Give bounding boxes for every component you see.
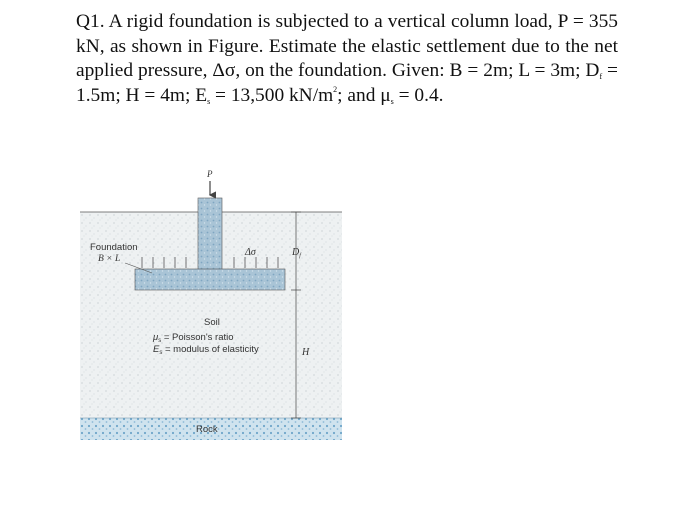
footing: [135, 269, 285, 290]
sub-s-2: s: [390, 96, 394, 106]
sub-s-1: s: [207, 96, 211, 106]
question-part2: = 1.5m; H = 4m; E: [76, 60, 618, 106]
question-part5: = 0.4.: [393, 84, 444, 106]
load-label: P: [207, 169, 213, 179]
sup-2: 2: [333, 84, 338, 94]
sub-f: f: [599, 72, 603, 81]
question-lead: Q1. A rigid foundation is subjected to a vertical column load, P = 355 kN, as shown in Figure. Estimate the elastic settlement due to the net applied pressure, Δσ, on the foundation. Given: B = 2m; L = 3m; D: [76, 11, 618, 81]
modulus-label: $E_s$ = modulus of elasticity: [153, 344, 259, 356]
rock-label: Rock: [196, 424, 218, 435]
foundation-diagram: [80, 165, 342, 445]
df-label: $D_f$: [292, 247, 301, 259]
foundation-figure: [80, 165, 342, 445]
question-part3: = 13,500 kN/m: [210, 84, 334, 106]
soil-label: Soil: [204, 317, 220, 328]
question-part4: ; and μ: [337, 84, 391, 106]
poisson-label: $\mu_s$ = Poisson's ratio: [153, 332, 234, 344]
foundation-label: Foundation: [90, 242, 138, 253]
question-text: [76, 10, 618, 108]
foundation-dims: B × L: [98, 254, 121, 264]
h-label: H: [302, 347, 310, 358]
pressure-label: Δσ: [245, 247, 256, 258]
